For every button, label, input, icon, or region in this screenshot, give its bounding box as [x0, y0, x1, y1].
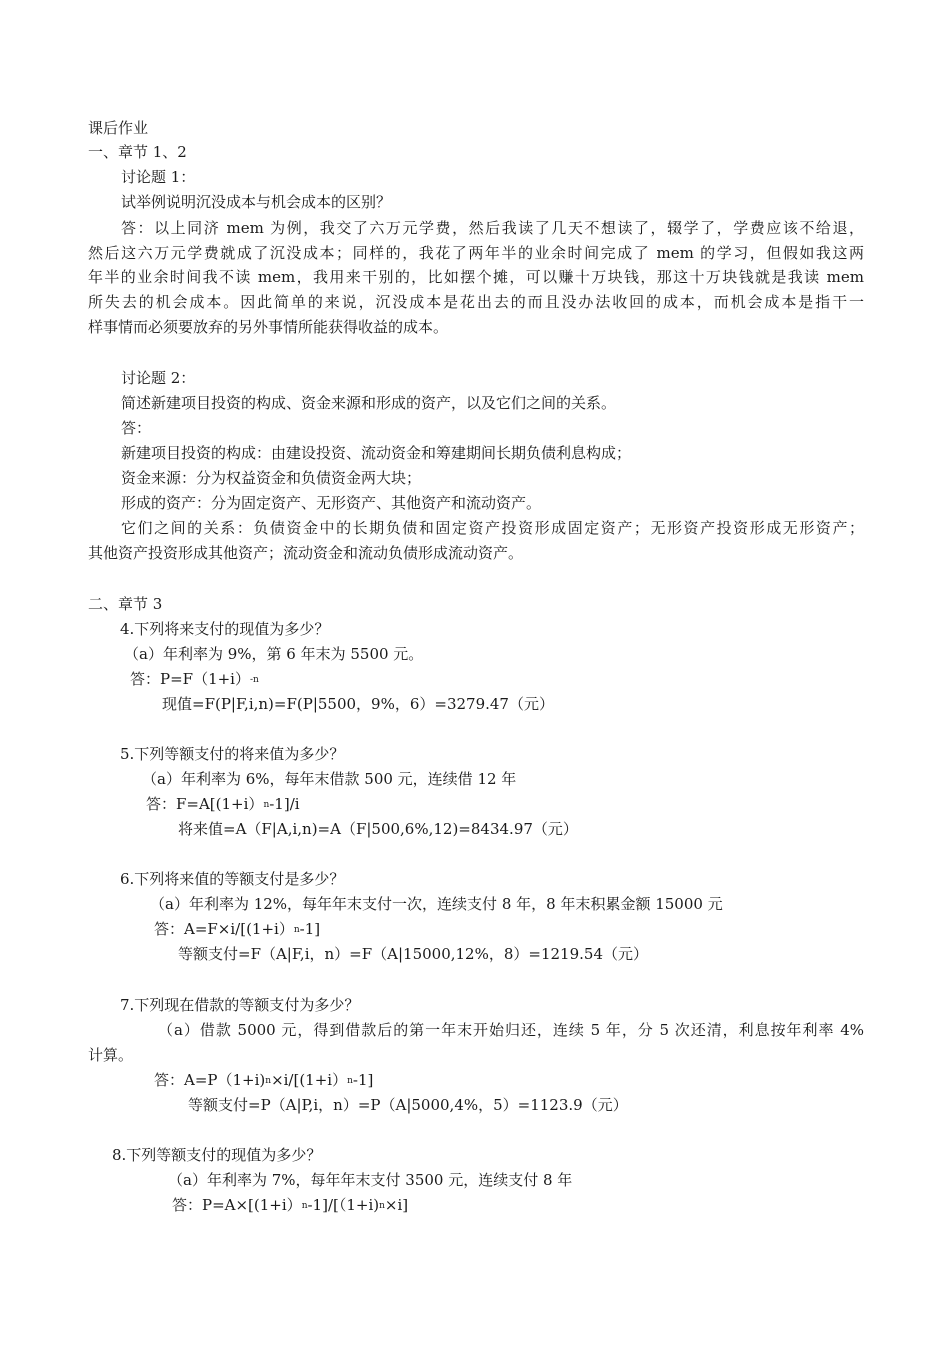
- document-title: 课后作业: [88, 119, 149, 137]
- problem-7-formula: 答：$A=P(1+i)^n\times i/[(1+i)^n-1]$: [154, 1071, 374, 1089]
- problem-6-question: 6.下列将来值的等额支付是多少？: [120, 870, 345, 888]
- problem-6-formula: 答：A=F×i/[(1+i）$^n$-1]: [154, 920, 321, 938]
- problem-4-calc: 现值=F(P|F,i,n)=F(P|5500，9%，6）=3279.47（元）: [162, 695, 554, 713]
- problem-7-calc: 等额支付=P（A|P,i，n）=P（A|5000,4%，5）=1123.9（元）: [188, 1096, 628, 1114]
- problem-5-condition: （a）年利率为 6%，每年末借款 500 元，连续借 12 年: [142, 770, 517, 788]
- problem-7-condition: 计算。: [88, 1046, 134, 1064]
- discussion-2-question: 简述新建项目投资的构成、资金来源和形成的资产，以及它们之间的关系。: [121, 394, 617, 412]
- discussion-2-assets: 形成的资产：分为固定资产、无形资产、其他资产和流动资产。: [121, 494, 542, 512]
- problem-4-question: 4.下列将来支付的现值为多少？: [120, 620, 330, 638]
- problem-5-formula: 答：F=A[(1+i）$^n$-1]/i: [146, 795, 300, 813]
- discussion-2-answer-label: 答：: [121, 419, 152, 437]
- section-1-heading: 一、章节 1、2: [88, 143, 187, 161]
- discussion-1-question: 试举例说明沉没成本与机会成本的区别？: [121, 193, 392, 211]
- problem-7-question: 7.下列现在借款的等额支付为多少？: [120, 996, 360, 1014]
- discussion-2-label: 讨论题 2：: [121, 369, 196, 387]
- problem-6-condition: （a）年利率为 12%，每年年末支付一次，连续支付 8 年，8 年末积累金额 15000 元: [150, 895, 723, 913]
- problem-6-calc: 等额支付=F（A|F,i，n）=F（A|15000,12%，8）=1219.54（元）: [178, 945, 648, 963]
- discussion-2-relation: 它们之间的关系：负债资金中的长期负债和固定资产投资形成固定资产；无形资产投资形成无形资产；: [121, 519, 864, 537]
- discussion-2-relation: 其他资产投资形成其他资产；流动资金和流动负债形成流动资产。: [88, 544, 524, 562]
- discussion-1-label: 讨论题 1：: [121, 168, 196, 186]
- problem-8-formula: 答：$P=A\times[(1+i)^n-1]/[(1+i)^n\times i]$: [172, 1196, 409, 1214]
- section-2-heading: 二、章节 3: [88, 595, 163, 613]
- discussion-1-answer-line: 答：以上同济 mem 为例，我交了六万元学费，然后我读了几天不想读了，辍学了，学费应该不给退，: [121, 219, 864, 237]
- discussion-2-funding: 资金来源：分为权益资金和负债资金两大块；: [121, 469, 422, 487]
- problem-5-calc: 将来值=A（F|A,i,n)=A（F|500,6%,12)=8434.97（元）: [178, 820, 578, 838]
- problem-5-question: 5.下列等额支付的将来值为多少？: [120, 745, 345, 763]
- discussion-1-answer-line: 然后这六万元学费就成了沉没成本；同样的，我花了两年半的业余时间完成了 mem 的学习，但假如我这两: [88, 244, 864, 262]
- discussion-1-answer-line: 所失去的机会成本。因此简单的来说，沉没成本是花出去的而且没办法收回的成本，而机会成本是指干一: [88, 293, 864, 311]
- discussion-1-answer-line: 样事情而必须要放弃的另外事情所能获得收益的成本。: [88, 318, 449, 336]
- problem-7-condition: （a）借款 5000 元，得到借款后的第一年末开始归还，连续 5 年，分 5 次还清，利息按年利率 4%: [158, 1021, 864, 1039]
- problem-8-question: 8.下列等额支付的现值为多少？: [112, 1146, 322, 1164]
- discussion-1-answer-line: 年半的业余时间我不读 mem，我用来干别的，比如摆个摊，可以赚十万块钱，那这十万块钱就是我读 mem: [88, 268, 864, 286]
- problem-4-formula: 答：$P=F(1+i)^{-n}$: [130, 670, 259, 688]
- problem-8-condition: （a）年利率为 7%，每年年末支付 3500 元，连续支付 8 年: [168, 1171, 573, 1189]
- problem-4-condition: （a）年利率为 9%，第 6 年末为 5500 元。: [124, 645, 424, 663]
- discussion-2-composition: 新建项目投资的构成：由建设投资、流动资金和筹建期间长期负债利息构成；: [121, 444, 632, 462]
